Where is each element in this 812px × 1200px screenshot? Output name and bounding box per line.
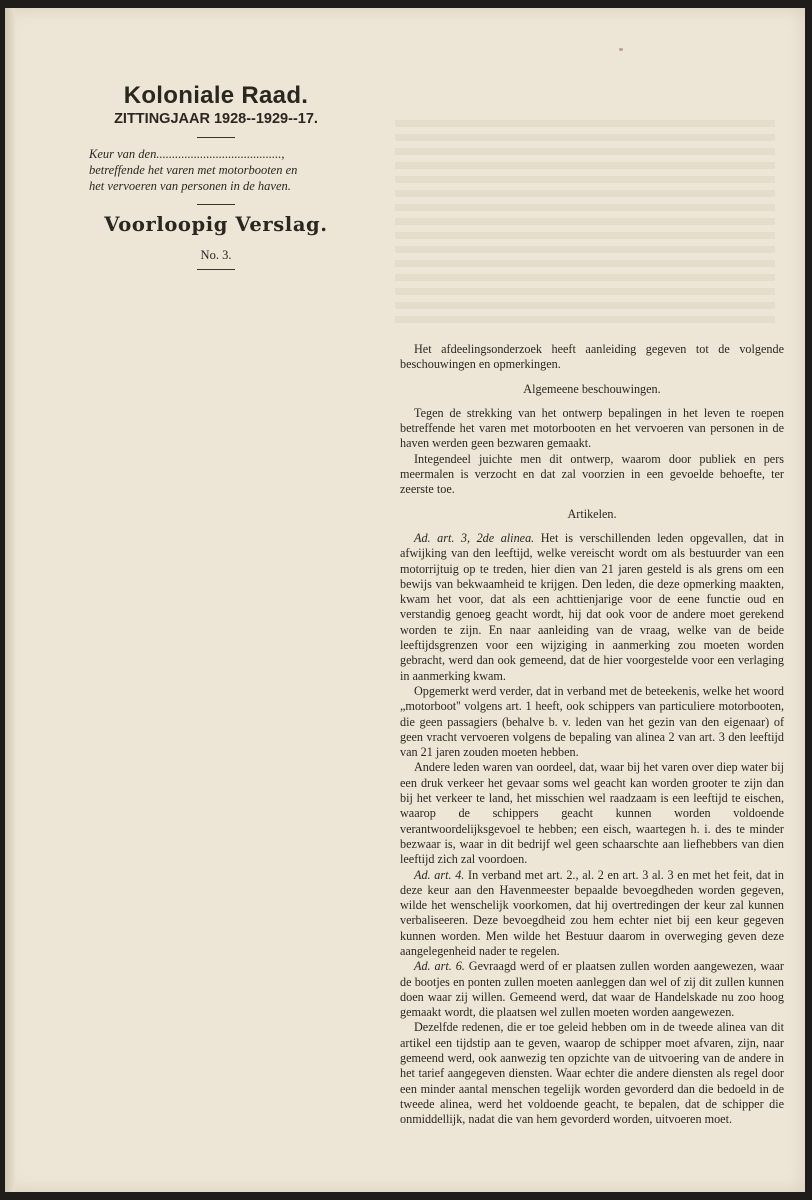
ordinance-subject <box>83 146 349 195</box>
ordinance-line-2: betreffende het varen met motorbooten en <box>89 162 298 177</box>
report-title: Voorloopig Verslag. <box>104 213 328 237</box>
paper-speck <box>619 48 623 51</box>
ordinance-line-1: Keur van den........................................, <box>89 146 285 161</box>
article-3-paragraph-2: Opgemerkt werd verder, dat in verband met de beteekenis, welke het woord „motorboot'' volgens art. 1 heeft, ook schippers van particuliere motorbooten, die geen passagiers (behalve b. v. leden van het gezin van den eigenaar) of geen vracht vervoeren volgens de bepaling van alinea 2 van art. 3 den leeftijd van 21 jaren zouden moeten hebben. <box>400 683 784 760</box>
ordinance-line-3: het vervoeren van personen in de haven. <box>89 179 291 194</box>
general-paragraph-1: Tegen de strekking van het ontwerp bepalingen in het leven te roepen betreffende het varen met motorbooten en het vervoeren van personen in de haven werden geen bezwaren gemaakt. <box>400 405 784 451</box>
article-3-paragraph-1 <box>400 531 784 684</box>
general-paragraph-2: Integendeel juichte men dit ontwerp, waarom door publiek en pers meermalen is verzocht en dat zal voorzien in een gevoelde behoefte, ter zeerste toe. <box>400 451 784 497</box>
intro-paragraph: Het afdeelingsonderzoek heeft aanleiding gegeven tot de volgende beschouwingen en opmerkingen. <box>400 342 784 372</box>
session-year: ZITTINGJAAR 1928--1929--17. <box>114 110 318 127</box>
article-3-label: Ad. art. 3, 2de alinea. <box>414 530 535 545</box>
article-6-paragraph-1 <box>400 959 784 1020</box>
bleed-through-text <box>395 120 775 330</box>
document-page <box>5 8 805 1192</box>
heading-articles: Artikelen. <box>567 506 617 521</box>
council-title: Koloniale Raad. <box>123 82 309 109</box>
divider-rule <box>197 269 235 270</box>
heading-general: Algemeene beschouwingen. <box>523 381 661 396</box>
article-4-paragraph <box>400 868 784 960</box>
article-4-text: In verband met art. 2., al. 2 en art. 3 al. 3 en met het feit, dat in deze keur aan den Havenmeester bepaalde bevoegdheden worden gegeven, wilde het wenschelijk voorkomen, dat hij overtredingen der keur zal kunnen verbaliseeren. Deze bevoegdheid zou hem echter niet bij een keur gegeven kunnen worden. Men wilde het Bestuur daarom in overweging geven deze aangelegenheid nader te regelen. <box>400 867 785 958</box>
divider-rule <box>197 137 235 138</box>
report-body <box>400 342 784 1128</box>
article-6-text: Gevraagd werd of er plaatsen zullen worden aangewezen, waar de bootjes en ponten zullen moeten aanleggen dan wel of zij dit zullen kunnen doen waar zij willen. Gemeend werd, dat waar de Handelskade nu zoo hoog gemaakt wordt, die plaatsen wel zullen moeten worden aangewezen. <box>400 959 784 1020</box>
document-header <box>83 82 349 278</box>
document-number: No. 3. <box>200 248 232 263</box>
article-6-paragraph-2: Dezelfde redenen, die er toe geleid hebben om in de tweede alinea van dit artikel een tijdstip aan te geven, waarop de schipper moet afvaren, zijn, naar gemeend werd, ook aanwezig ten opzichte van de uitvoering van de andere in het tarief aangegeven diensten. Waar echter die andere diensten als regel door een minder aantal menschen tegelijk worden gevorderd dan die bedoeld in de tweede alinea, werd het voldoende geacht, te bepalen, dat de schipper die onmiddellijk, nadat die van hem gevorderd worden, uitvoeren moet. <box>400 1020 784 1127</box>
article-3-text: Het is verschillenden leden opgevallen, dat in afwijking van den leeftijd, welke vereischt wordt om als bestuurder van een motorrijtuig op te treden, hier dien van 21 jaren gesteld is als grens om een bewijs van bekwaamheid te krijgen. Den leden, die deze opmerking maakten, kwam het voor, dat als een achttienjarige voor de eene functie oud en verstandig genoeg geacht wordt, hij dat ook voor de andere moet gerekend worden te zijn. En naar aanleiding van de vraag, welke van de beide leeftijdsgrenzen voor een wijziging in aanmerking zou moeten worden gebracht, werd dan ook gemeend, dat de hier voorgestelde voor een verlaging in aanmerking kwam. <box>400 530 784 683</box>
page-binding-edge <box>5 8 15 1192</box>
article-6-label: Ad. art. 6. <box>414 959 465 974</box>
article-3-paragraph-3: Andere leden waren van oordeel, dat, waar bij het varen over diep water bij een druk verkeer het gevaar soms wel geacht kan worden grooter te zijn dan bij het verkeer te land, het misschien wel raadzaam is een leeftijd te eischen, waarop de schippers geacht kunnen worden voldoende verantwoordelijksgevoel te hebben; een eisch, waartegen h. i. des te minder bezwaar is, waar in dit bedrijf wel geen schaarschte aan liefhebbers van dien leeftijd zich zal voordoen. <box>400 760 784 867</box>
article-4-label: Ad. art. 4. <box>414 867 465 882</box>
divider-rule <box>197 204 235 205</box>
